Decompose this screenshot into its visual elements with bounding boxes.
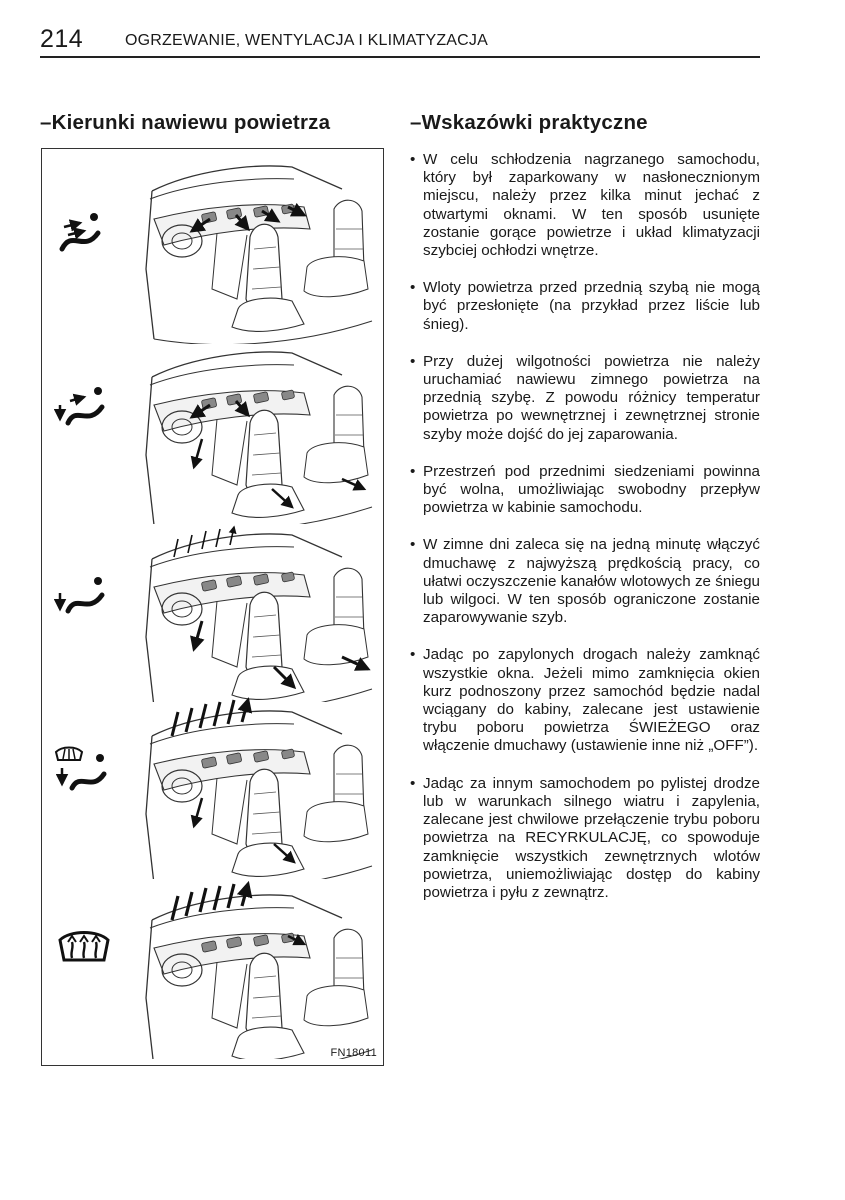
bullet: •: [410, 774, 416, 792]
bullet: •: [410, 151, 416, 168]
bullet: •: [410, 462, 416, 480]
practical-tips-heading: –Wskazówki praktyczne: [410, 111, 648, 134]
tip-text: W zimne dni zaleca się na jedną minutę włączyć dmuchawę z najwyższą prędkością pracy, co ułatwi oczyszczenie kanałów wlotowych ze śniegu lub wilgoci. W ten sposób ograniczone zostanie zaparowywanie szyb.: [423, 536, 760, 627]
tip-item: [410, 536, 760, 627]
cabin-illustration: [42, 517, 382, 702]
tip-item: [410, 353, 760, 444]
figure-code: FN18011: [330, 1047, 377, 1059]
bullet: •: [410, 646, 416, 664]
cabin-illustration: [42, 149, 382, 344]
tip-text: Jadąc za innym samochodem po pylistej drodze lub w warunkach silnego wiatru i zapylenia, zalecane jest chwilowe przełączenie trybu poboru powietrza na RECYRKULACJĘ, co spowoduje zamknięcie wszystkich zewnętrznych wlotów powietrza, uniemożliwiając dostęp do kabiny powietrza i pyłu z zewnątrz.: [423, 774, 760, 901]
mode-panel-defrost: [42, 874, 382, 1059]
bullet: •: [410, 536, 416, 554]
vent-modes-figure: [41, 148, 384, 1066]
page-header: [40, 22, 760, 58]
tip-text: Wloty powietrza przed przednią szybą nie mogą być przesłonięte (na przykład przez liście lub śnieg).: [423, 279, 760, 333]
tip-item: [410, 775, 760, 902]
tip-text: W celu schłodzenia nagrzanego samochodu, który był zaparkowany w nasłonecznionym miejscu, należy przez kilka minut jechać z otwartymi oknami. W ten sposób usunięte zostanie gorące powietrze i układ klimatyzacji szybciej ochłodzi wnętrze.: [423, 151, 760, 260]
mode-panel-feet-defrost: [42, 694, 382, 879]
bullet: •: [410, 279, 416, 297]
mode-panel-face: [42, 149, 382, 344]
cabin-illustration: [42, 874, 382, 1059]
tip-item: [410, 151, 760, 260]
tip-text: Przy dużej wilgotności powietrza nie należy uruchamiać nawiewu zimnego powietrza na przednią szybę. Z powodu różnicy temperatur powietrza po wewnętrznej i zewnętrznej stronie szyby może dojść do jej zaparowania.: [423, 352, 760, 443]
tip-text: Jadąc po zapylonych drogach należy zamknąć wszystkie okna. Jeżeli mimo zamknięcia okien kurz podnoszony przez samochód będzie nadal wciągany do kabiny, zalecane jest ustawienie trybu poboru powietrza ŚWIEŻEGO oraz włączenie dmuchawy (ustawienie inne niż „OFF”).: [423, 646, 760, 755]
tip-item: [410, 646, 760, 755]
air-direction-heading: –Kierunki nawiewu powietrza: [40, 111, 331, 134]
page-number: 214: [40, 25, 84, 53]
cabin-illustration: [42, 694, 382, 879]
tip-text: Przestrzeń pod przednimi siedzeniami powinna być wolna, umożliwiając swobodny przepływ powietrza w kabinie samochodu.: [423, 462, 760, 517]
chapter-title: OGRZEWANIE, WENTYLACJA I KLIMATYZACJA: [125, 32, 489, 49]
tip-item: [410, 279, 760, 334]
cabin-illustration: [42, 339, 382, 524]
mode-panel-bi-level: [42, 339, 382, 524]
mode-panel-feet: [42, 517, 382, 702]
tip-item: [410, 463, 760, 518]
tips-list: [410, 151, 760, 921]
bullet: •: [410, 352, 416, 370]
